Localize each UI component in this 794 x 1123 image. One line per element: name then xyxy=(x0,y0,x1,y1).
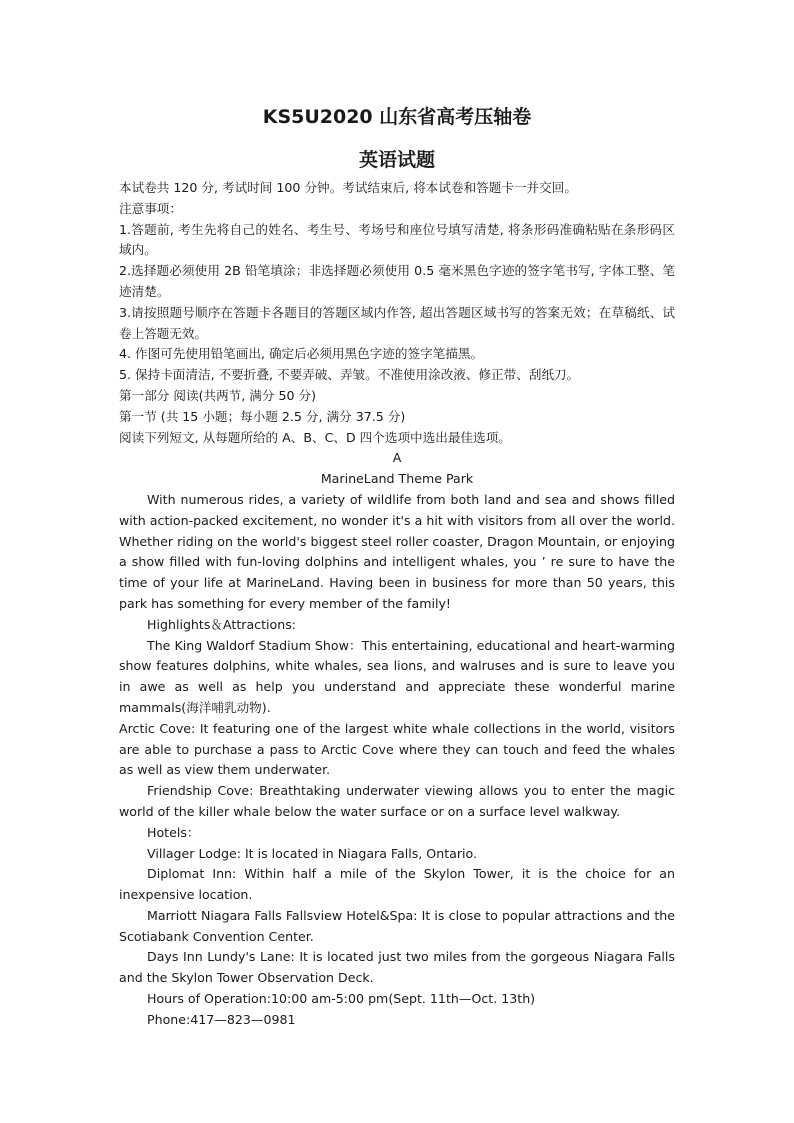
note-4: 4. 作图可先使用铅笔画出, 确定后必须用黑色字迹的签字笔描黑。 xyxy=(119,346,484,362)
passage-title: MarineLand Theme Park xyxy=(320,471,474,487)
hours-of-operation: Hours of Operation:10:00 am-5:00 pm(Sept. 11th—Oct. 13th) xyxy=(147,991,536,1007)
hotel-2: Diplomat Inn: Within half a mile of the Skylon Tower, it is the choice for an inexpensive location. xyxy=(119,866,675,903)
note-3: 3.请按照题号顺序在答题卡各题目的答题区域内作答, 超出答题区域书写的答案无效；在草稿纸、试卷上答题无效。 xyxy=(119,304,675,341)
part-heading: 第一部分 阅读(共两节, 满分 50 分) xyxy=(119,387,316,403)
passage-paragraph-1: With numerous rides, a variety of wildlife from both land and sea and shows filled with action-packed excitement, no wonder it's a hit with visitors from all over the world. Whether riding on the world's biggest steel roller coaster, Dragon Mountain, or enjoying a show filled with fun-loving dolphins and intelligent whales, you ’ re sure to have the time of your life at MarineLand. Having been in business for more than 50 years, this park has something for every member of the family! xyxy=(119,491,675,611)
note-5: 5. 保持卡面清洁, 不要折叠, 不要弄破、弄皱。不准使用涂改液、修正带、刮纸刀。 xyxy=(119,367,580,383)
notes-heading: 注意事项： xyxy=(119,200,182,216)
passage-paragraph-2: The King Waldorf Stadium Show：This entertaining, educational and heart-warming show features dolphins, white whales, sea lions, and walruses and is sure to leave you in awe as well as help you understand and appreciate these wonderful marine mammals(海洋哺乳动物). xyxy=(119,637,675,715)
note-2: 2.选择题必须使用 2B 铅笔填涂；非选择题必须使用 0.5 毫米黑色字迹的签字笔书写, 字体工整、笔迹清楚。 xyxy=(119,263,675,299)
phone-number: Phone:417—823—0981 xyxy=(147,1011,296,1027)
highlights-heading: Highlights＆Attractions: xyxy=(147,616,297,632)
exam-title: KS5U2020 山东省高考压轴卷 xyxy=(262,106,532,128)
passage-letter: A xyxy=(392,450,402,466)
section-heading: 第一节 (共 15 小题；每小题 2.5 分, 满分 37.5 分) xyxy=(119,408,406,424)
passage-paragraph-4: Friendship Cove: Breathtaking underwater viewing allows you to enter the magic world of the killer whale below the water surface or on a surface level walkway. xyxy=(119,783,675,819)
hotel-4: Days Inn Lundy's Lane: It is located just two miles from the gorgeous Niagara Falls and the Skylon Tower Observation Deck. xyxy=(119,949,675,986)
exam-subtitle: 英语试题 xyxy=(358,149,435,171)
passage-paragraph-3: Arctic Cove: It featuring one of the largest white whale collections in the world, visitors are able to purchase a pass to Arctic Cove where they can touch and feed the whales as well as view them underwater. xyxy=(119,720,675,778)
hotel-1: Villager Lodge: It is located in Niagara Falls, Ontario. xyxy=(147,845,478,861)
note-1: 1.答题前, 考生先将自己的姓名、考生号、考场号和座位号填写清楚, 将条形码准确粘贴在条形码区域内。 xyxy=(119,221,675,258)
exam-intro: 本试卷共 120 分, 考试时间 100 分钟。考试结束后, 将本试卷和答题卡一并交回。 xyxy=(119,180,577,195)
section-direction: 阅读下列短文, 从每题所给的 A、B、C、D 四个选项中选出最佳选项。 xyxy=(119,429,511,445)
hotel-3: Marriott Niagara Falls Fallsview Hotel&Spa: It is close to popular attractions and the Scotiabank Convention Center. xyxy=(119,907,675,944)
hotels-heading: Hotels： xyxy=(147,824,200,840)
